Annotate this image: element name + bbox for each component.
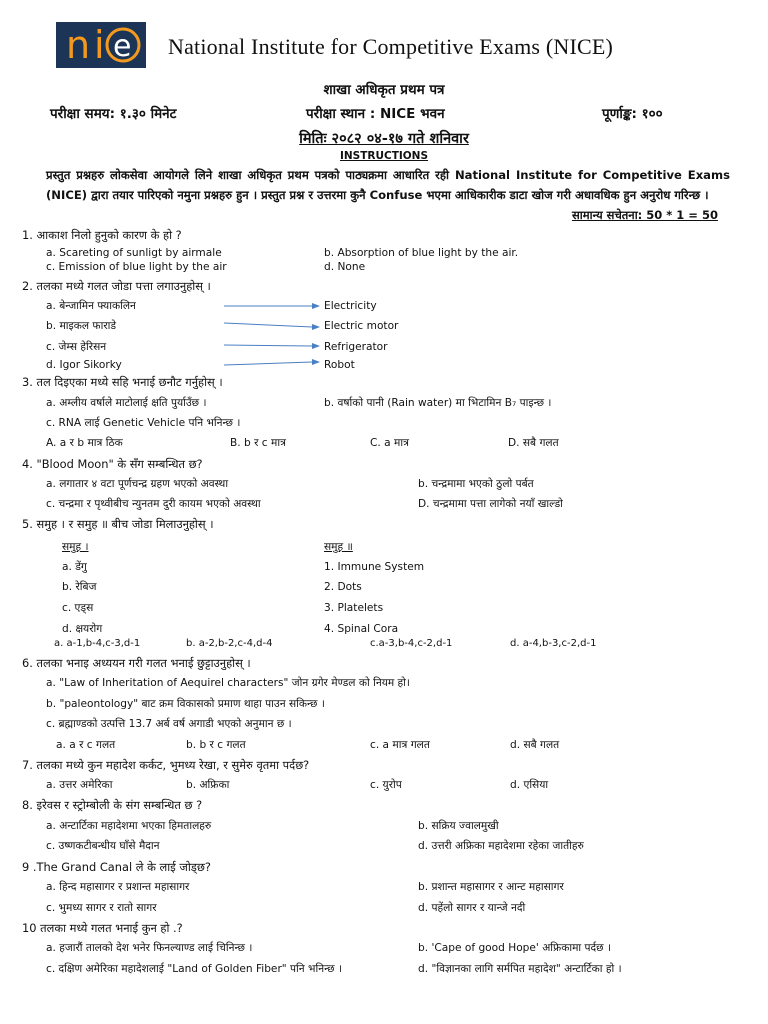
q1-option-a: a. Scareting of sunligt by airmale	[46, 247, 222, 259]
q9-option-a: a. हिन्द महासागर र प्रशान्त महासागर	[46, 881, 190, 893]
q2-right-4: Robot	[324, 359, 355, 371]
q10-option-c: c. दक्षिण अमेरिका महादेशलाई "Land of Golden Fiber" पनि भनिन्छ ।	[46, 963, 342, 975]
q4-option-d: D. चन्द्रमामा पत्ता लागेको नयाँ खाल्डो	[418, 498, 563, 510]
q4-option-b: b. चन्द्रमामा भएको ठुलो पर्बत	[418, 478, 534, 490]
q1-option-c: c. Emission of blue light by the air	[46, 261, 227, 273]
q3-option-a: A. a र b मात्र ठिक	[46, 437, 123, 449]
q6-option-a: a. a र c गलत	[56, 739, 116, 751]
q9-option-b: b. प्रशान्त महासागर र आन्ट महासागर	[418, 881, 564, 893]
q5-option-c: c.a-3,b-4,c-2,d-1	[370, 638, 453, 649]
question-1: 1. आकाश निलो हुनुको कारण के हो ?	[22, 228, 182, 242]
q3-statement-c: c. RNA लाई Genetic Vehicle पनि भनिन्छ ।	[46, 417, 241, 429]
exam-time: परीक्षा समय: १.३० मिनेट	[50, 106, 177, 122]
q6-option-d: d. सबै गलत	[510, 739, 560, 751]
q5-group1-a: a. डेंगु	[62, 561, 87, 573]
q5-group2-heading: समुह ॥	[324, 541, 353, 553]
q9-option-c: c. भुमध्य सागर र रातो सागर	[46, 902, 157, 914]
q1-option-d: d. None	[324, 261, 366, 273]
marks-note: सामान्य सचेतना: 50 * 1 = 50	[572, 208, 718, 222]
full-marks: पूर्णाङ्क: १००	[602, 106, 663, 122]
q5-group2-3: 3. Platelets	[324, 602, 384, 614]
q2-left-d: d. Igor Sikorky	[46, 359, 122, 371]
q5-group2-4: 4. Spinal Cora	[324, 623, 399, 635]
arrow-right-icon	[224, 358, 320, 368]
q5-option-a: a. a-1,b-4,c-3,d-1	[54, 638, 141, 649]
q6-statement-c: c. ब्रह्माण्डको उत्पत्ति 13.7 अर्ब वर्ष अगाडी भएको अनुमान छ ।	[46, 718, 292, 730]
exam-venue: परीक्षा स्थान : NICE भवन	[306, 106, 445, 122]
q7-option-b: b. अफ्रिका	[186, 779, 230, 791]
q7-option-c: c. युरोप	[370, 779, 402, 791]
question-4: 4. "Blood Moon" के सँग सम्बन्धित छ?	[22, 457, 203, 471]
q5-group2-1: 1. Immune System	[324, 561, 425, 573]
q7-option-a: a. उत्तर अमेरिका	[46, 779, 113, 791]
q2-right-2: Electric motor	[324, 320, 399, 332]
question-2: 2. तलका मध्ये गलत जोडा पत्ता लगाउनुहोस् ।	[22, 279, 211, 293]
q8-option-d: d. उत्तरी अफ्रिका महादेशमा रहेका जातीहरु	[418, 840, 584, 852]
q5-group1-b: b. रेबिज	[62, 581, 97, 593]
q9-option-d: d. पहेंलो सागर र यान्जे नदी	[418, 902, 526, 914]
q7-option-d: d. एसिया	[510, 779, 549, 791]
q2-left-a: a. बेन्जामिन फ्याकलिन	[46, 300, 136, 312]
q5-option-d: d. a-4,b-3,c-2,d-1	[510, 638, 597, 649]
q5-group1-heading: समुह ।	[62, 541, 89, 553]
question-6: 6. तलका भनाइ अध्ययन गरी गलत भनाई छुट्टाउनुहोस् ।	[22, 656, 251, 670]
q3-statement-a: a. अम्लीय वर्षाले माटोलाई क्षति पुर्याउँछ ।	[46, 397, 207, 409]
paper-title: शाखा अधिकृत प्रथम पत्र	[323, 82, 445, 98]
q2-right-1: Electricity	[324, 300, 377, 312]
exam-date: मितिः २०८२ ०४-१७ गते शनिवार	[299, 131, 469, 147]
svg-text:i: i	[94, 23, 105, 67]
q2-right-3: Refrigerator	[324, 341, 388, 353]
question-5: 5. समुह । र समुह ॥ बीच जोडा मिलाउनुहोस् ।	[22, 517, 214, 531]
q6-statement-b: b. "paleontology" बाट क्रम विकासको प्रमाण थाहा पाउन सकिन्छ ।	[46, 698, 325, 710]
question-8: 8. इरेवस र स्ट्रोम्बोली के संग सम्बन्धित छ ?	[22, 798, 203, 812]
q5-group1-d: d. क्षयरोग	[62, 623, 103, 635]
question-10: 10 तलका मध्ये गलत भनाई कुन हो .?	[22, 921, 183, 935]
q6-option-b: b. b र c गलत	[186, 739, 246, 751]
question-3: 3. तल दिइएका मध्ये सहि भनाई छनौट गर्नुहोस् ।	[22, 375, 223, 389]
q10-option-a: a. हजारौं तालको देश भनेर फिनल्याण्ड लाई चिनिन्छ ।	[46, 942, 253, 954]
q2-left-b: b. माइकल फाराडे	[46, 320, 117, 332]
q3-option-c: C. a मात्र	[370, 437, 409, 449]
svg-text:e: e	[113, 29, 132, 64]
q2-left-c: c. जेम्स हेरिसन	[46, 341, 107, 353]
instructions-body: प्रस्तुत प्रश्नहरु लोकसेवा आयोगले लिने शाखा अधिकृत प्रथम पत्रको पाठ्यक्रमा आधारित रही National Institute for Competitive Exams (NICE) द्वारा तयार पारिएको नमुना प्रश्नहरु हुन । प्रस्तुत प्रश्न र उत्तरमा कुनै Confuse भएमा आधिकारीक डाटा खोज गरी अधावधिक हुन अनुरोध गरिन्छ ।	[46, 168, 730, 202]
svg-text:n: n	[66, 23, 91, 67]
arrow-right-icon	[224, 301, 320, 311]
question-7: 7. तलका मध्ये कुन महादेश कर्कट, भुमध्य रेखा, र सुमेरु वृतमा पर्दछ?	[22, 758, 310, 772]
q4-option-a: a. लगातार ४ वटा पूर्णचन्द्र ग्रहण भएको अवस्था	[46, 478, 229, 490]
q6-option-c: c. a मात्र गलत	[370, 739, 430, 751]
arrow-right-icon	[224, 341, 320, 351]
q10-option-d: d. "विज्ञानका लागि सर्मपित महादेश" अन्टार्टिका हो ।	[418, 963, 622, 975]
q5-group1-c: c. एड्स	[62, 602, 94, 614]
q8-option-c: c. उष्णकटीबन्धीय घाँसे मैदान	[46, 840, 160, 852]
q1-option-b: b. Absorption of blue light by the air.	[324, 247, 519, 259]
institute-name: National Institute for Competitive Exams (NICE)	[168, 34, 614, 59]
q5-option-b: b. a-2,b-2,c-4,d-4	[186, 638, 273, 649]
q6-statement-a: a. "Law of Inheritation of Aequirel characters" जोन ग्रगेर मेण्डल को नियम हो।	[46, 677, 410, 689]
question-9: 9 .The Grand Canal ले के लाई जोड्छ?	[22, 860, 211, 874]
q3-option-d: D. सबै गलत	[508, 437, 559, 449]
nice-logo	[56, 22, 146, 68]
q10-option-b: b. 'Cape of good Hope' अफ्रिकामा पर्दछ ।	[418, 942, 611, 954]
q8-option-a: a. अन्टार्टिका महादेशमा भएका हिमतालहरु	[46, 820, 212, 832]
q5-group2-2: 2. Dots	[324, 581, 362, 593]
q3-option-b: B. b र c मात्र	[230, 437, 286, 449]
arrow-right-icon	[224, 321, 320, 331]
instructions-heading: INSTRUCTIONS	[339, 150, 429, 162]
q4-option-c: c. चन्द्रमा र पृथ्वीबीच न्युनतम दुरी कायम भएको अवस्था	[46, 498, 261, 510]
q8-option-b: b. सक्रिय ज्वालमुखी	[418, 820, 499, 832]
q3-statement-b: b. वर्षाको पानी (Rain water) मा भिटामिन B₇ पाइन्छ ।	[324, 397, 552, 409]
